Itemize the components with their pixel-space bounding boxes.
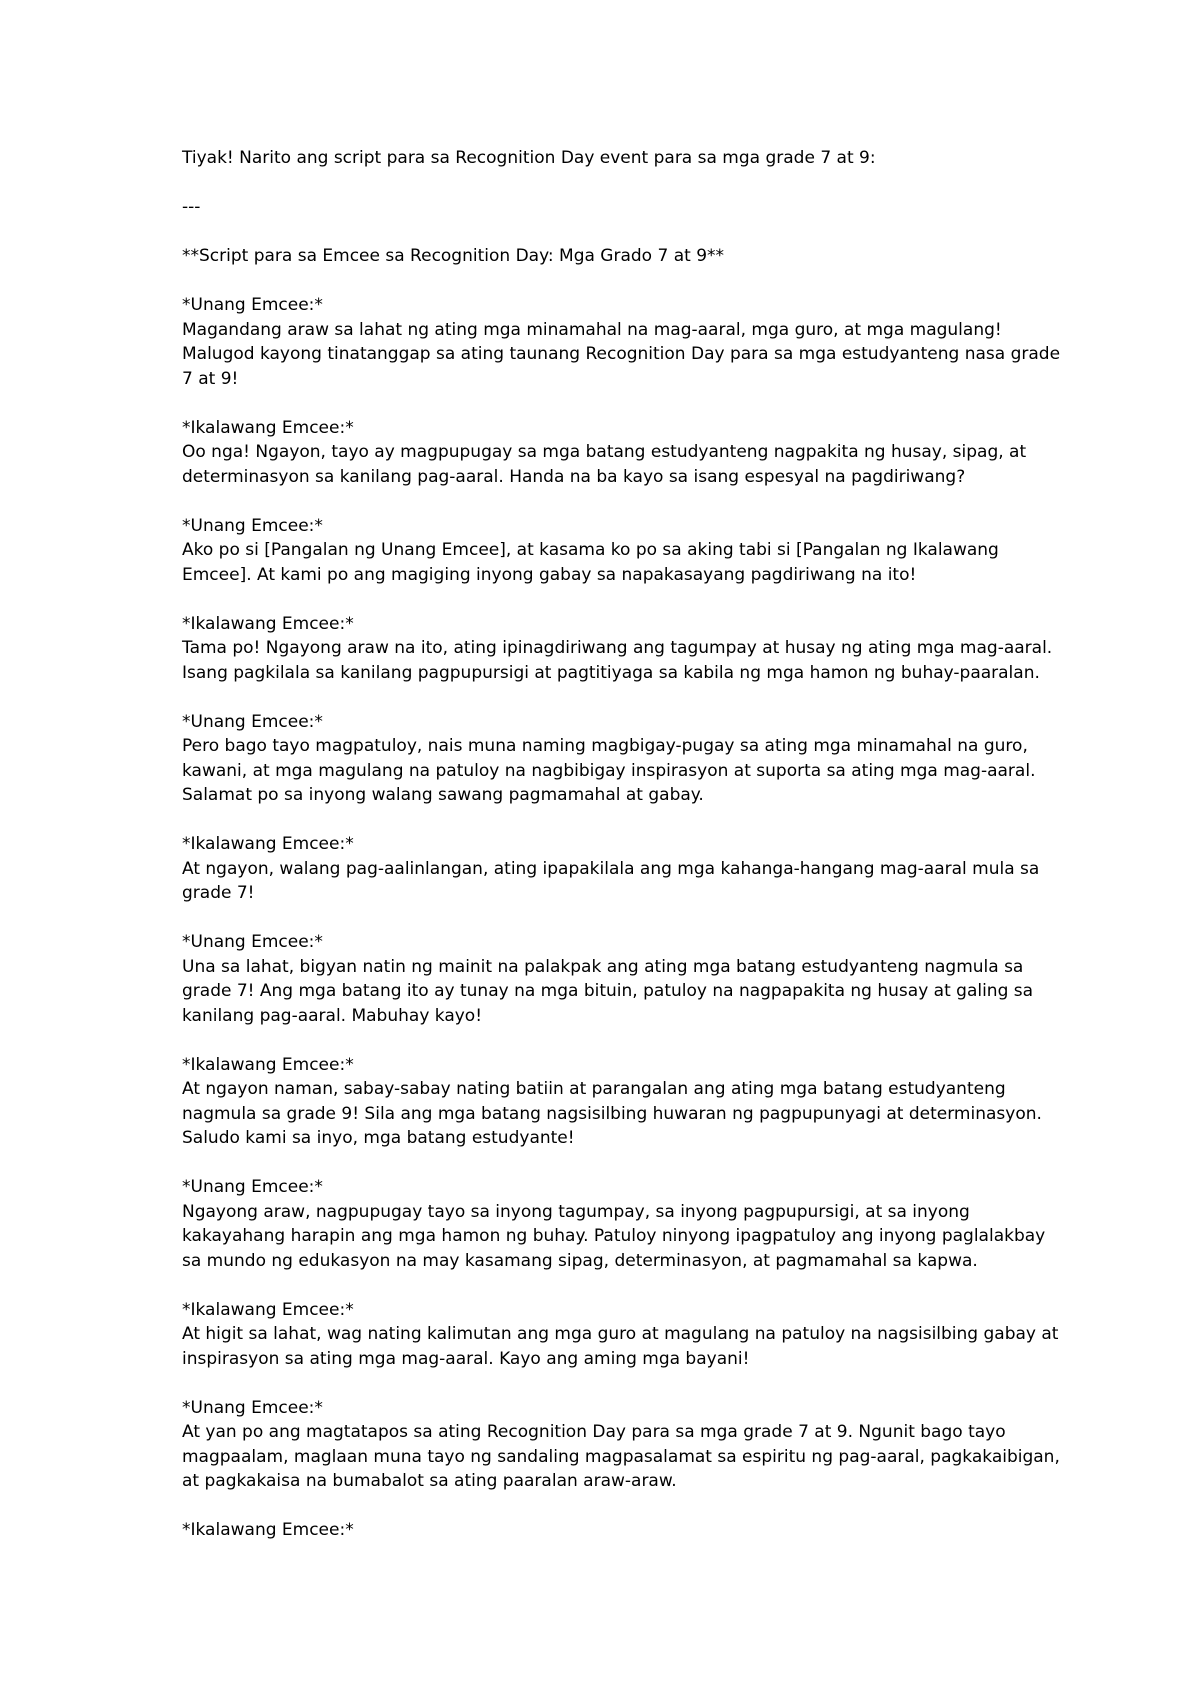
dialogue-line: At ngayon naman, sabay-sabay nating batiin at parangalan ang ating mga batang estudyanteng — [182, 1079, 1006, 1099]
speaker-label: *Ikalawang Emcee:* — [182, 1054, 354, 1075]
dialogue-line: grade 7! Ang mga batang ito ay tunay na mga bituin, patuloy na nagpapakita ng husay at galing sa — [182, 981, 1034, 1001]
dialogue-line: At yan po ang magtatapos sa ating Recognition Day para sa mga grade 7 at 9. Ngunit bago tayo — [182, 1422, 1006, 1442]
dialogue-line: determinasyon sa kanilang pag-aaral. Handa na ba kayo sa isang espesyal na pagdiriwang? — [182, 466, 966, 487]
dialogue-line: Ngayong araw, nagpupugay tayo sa inyong tagumpay, sa inyong pagpupursigi, at sa inyong — [182, 1201, 970, 1222]
dialogue-block — [182, 1518, 1042, 1543]
speaker-label: *Unang Emcee:* — [182, 711, 323, 732]
dialogue-line: Oo nga! Ngayon, tayo ay magpupugay sa mga batang estudyanteng nagpakita ng husay, sipag, at — [182, 442, 1027, 462]
dialogue-line: Isang pagkilala sa kanilang pagpupursigi at pagtitiyaga sa kabila ng mga hamon ng buhay-paaralan. — [182, 662, 1040, 683]
dialogue-line: Saludo kami sa inyo, mga batang estudyante! — [182, 1128, 575, 1148]
dialogue-line: Pero bago tayo magpatuloy, nais muna naming magbigay-pugay sa ating mga minamahal na guro, — [182, 736, 1028, 756]
intro-line: Tiyak! Narito ang script para sa Recognition Day event para sa mga grade 7 at 9: — [182, 148, 876, 168]
dialogue-block — [182, 832, 1042, 906]
dialogue-line: Ako po si [Pangalan ng Unang Emcee], at kasama ko po sa aking tabi si [Pangalan ng Ikalawang — [182, 540, 999, 560]
dialogue-block — [182, 293, 1061, 391]
spacer — [182, 171, 1042, 196]
speaker-label: *Unang Emcee:* — [182, 295, 323, 315]
dialogue-line: Malugod kayong tinatanggap sa ating taunang Recognition Day para sa mga estudyanteng nasa grade — [182, 344, 1061, 364]
dialogue-line: 7 at 9! — [182, 368, 239, 389]
dialogue-line: Emcee]. At kami po ang magiging inyong gabay sa napakasayang pagdiriwang na ito! — [182, 564, 917, 585]
dialogue-line: sa mundo ng edukasyon na may kasamang sipag, determinasyon, at pagmamahal sa kapwa. — [182, 1250, 978, 1271]
dialogue-block — [182, 1175, 1046, 1273]
dialogue-block — [182, 1053, 1042, 1151]
dialogue-blocks — [182, 293, 1061, 1543]
dialogue-line: kawani, at mga magulang na patuloy na nagbibigay inspirasyon at suporta sa ating mga mag-aaral. — [182, 760, 1036, 781]
dialogue-line: inspirasyon sa ating mga mag-aaral. Kayo ang aming mga bayani! — [182, 1348, 750, 1369]
dialogue-block — [182, 416, 1042, 490]
spacer — [182, 269, 1042, 294]
script-heading: **Script para sa Emcee sa Recognition Day: Mga Grado 7 at 9** — [182, 246, 725, 266]
separator-line: --- — [182, 197, 201, 217]
speaker-label: *Ikalawang Emcee:* — [182, 613, 354, 634]
speaker-label: *Ikalawang Emcee:* — [182, 1299, 354, 1320]
speaker-label: *Unang Emcee:* — [182, 515, 323, 536]
dialogue-block — [182, 930, 1042, 1028]
dialogue-block — [182, 710, 1042, 808]
dialogue-line: magpaalam, maglaan muna tayo ng sandaling magpasalamat sa espiritu ng pag-aaral, pagkakaibigan, — [182, 1446, 1060, 1467]
dialogue-block — [182, 1298, 1059, 1372]
dialogue-line: Tama po! Ngayong araw na ito, ating ipinagdiriwang ang tagumpay at husay ng ating mga mag-aaral. — [182, 638, 1053, 658]
speaker-label: *Ikalawang Emcee:* — [182, 834, 354, 854]
speaker-label: *Ikalawang Emcee:* — [182, 1520, 354, 1540]
dialogue-line: At higit sa lahat, wag nating kalimutan ang mga guro at magulang na patuloy na nagsisilbing gabay at — [182, 1324, 1059, 1344]
speaker-label: *Unang Emcee:* — [182, 932, 323, 952]
speaker-label: *Unang Emcee:* — [182, 1177, 323, 1197]
dialogue-block — [182, 514, 1042, 588]
dialogue-line: At ngayon, walang pag-aalinlangan, ating ipapakilala ang mga kahanga-hangang mag-aaral mula sa — [182, 858, 1040, 879]
document-body — [182, 146, 1061, 1567]
speaker-label: *Unang Emcee:* — [182, 1397, 323, 1418]
speaker-label: *Ikalawang Emcee:* — [182, 417, 354, 438]
dialogue-line: kanilang pag-aaral. Mabuhay kayo! — [182, 1005, 483, 1026]
dialogue-block — [182, 1396, 1060, 1494]
dialogue-line: at pagkakaisa na bumabalot sa ating paaralan araw-araw. — [182, 1471, 677, 1491]
dialogue-line: Magandang araw sa lahat ng ating mga minamahal na mag-aaral, mga guro, at mga magulang! — [182, 319, 1002, 340]
dialogue-line: Salamat po sa inyong walang sawang pagmamahal at gabay. — [182, 785, 704, 805]
dialogue-line: kakayahang harapin ang mga hamon ng buhay. Patuloy ninyong ipagpatuloy ang inyong paglalakbay — [182, 1226, 1046, 1246]
spacer — [182, 220, 1042, 245]
dialogue-block — [182, 612, 1053, 686]
dialogue-line: Una sa lahat, bigyan natin ng mainit na palakpak ang ating mga batang estudyanteng nagmula sa — [182, 956, 1024, 977]
dialogue-line: nagmula sa grade 9! Sila ang mga batang nagsisilbing huwaran ng pagpupunyagi at determinasyon. — [182, 1103, 1042, 1124]
dialogue-line: grade 7! — [182, 883, 255, 903]
